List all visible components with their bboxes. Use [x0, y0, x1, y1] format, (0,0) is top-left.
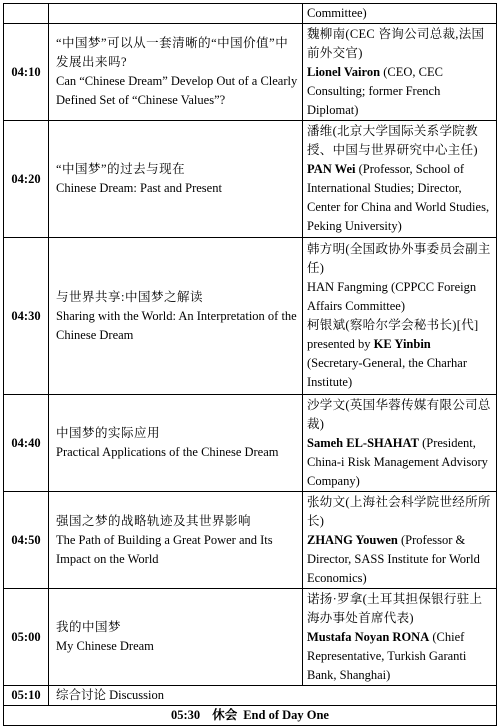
- discussion-cell: 综合讨论 Discussion: [49, 686, 497, 706]
- topic-cell: [49, 492, 303, 589]
- speaker-name: ZHANG Youwen: [307, 532, 398, 547]
- speaker-name: PAN Wei: [307, 162, 356, 176]
- table-row: [4, 492, 497, 589]
- time-cell: 05:10: [4, 686, 49, 706]
- table-row: [4, 24, 497, 121]
- end-of-day-cell: [4, 706, 497, 726]
- time-cell: 04:50: [4, 492, 49, 589]
- topic-zh: “中国梦”可以从一套清晰的“中国价值”中发展出来吗?: [56, 36, 289, 69]
- proxy-desc: (Secretary-General, the Charhar Institute): [307, 356, 467, 389]
- speaker-desc: (CEO, CEC Consulting; former French Diplomat): [307, 64, 443, 117]
- speaker-cell: [303, 492, 497, 589]
- topic-cell: [49, 4, 303, 24]
- speaker-en: HAN Fangming (CPPCC Foreign Affairs Committee): [307, 280, 477, 313]
- topic-en: Chinese Dream: Past and Present: [56, 181, 222, 195]
- proxy-name: KE Yinbin: [373, 337, 431, 351]
- footer-en: End of Day One: [243, 708, 329, 722]
- speaker-zh: 韩方明(全国政协外事委员会副主任): [307, 242, 491, 275]
- topic-en: Sharing with the World: An Interpretation of the Chinese Dream: [56, 308, 297, 342]
- topic-en: My Chinese Dream: [56, 639, 154, 653]
- speaker-name: Sameh EL-SHAHAT: [307, 435, 419, 450]
- topic-zh: “中国梦”的过去与现在: [56, 162, 186, 176]
- topic-cell: [49, 395, 303, 492]
- footer-zh: 休会: [212, 708, 238, 722]
- footer-time: 05:30: [171, 708, 201, 722]
- topic-en: Practical Applications of the Chinese Dream: [56, 445, 279, 459]
- proxy-prefix: presented by: [307, 337, 374, 351]
- speaker-continuation: Committee): [307, 6, 367, 20]
- speaker-zh: 张幼文(上海社会科学院世经所所长): [307, 494, 491, 528]
- time-cell: 04:40: [4, 395, 49, 492]
- speaker-cell: [303, 238, 497, 395]
- speaker-desc: (Professor, School of International Studies; Director, Center for China and World Studies, Peking University): [307, 162, 490, 233]
- speaker-cell: [303, 121, 497, 238]
- speaker-name: Lionel Vairon: [307, 64, 381, 79]
- table-row: [4, 589, 497, 686]
- speaker-zh: 诺扬·罗拿(土耳其担保银行驻上海办事处首席代表): [307, 591, 483, 625]
- topic-cell: [49, 238, 303, 395]
- time-cell: 04:10: [4, 24, 49, 121]
- table-row: [4, 121, 497, 238]
- speaker-desc: (Chief Representative, Turkish Garanti Bank, Shanghai): [307, 629, 467, 682]
- topic-zh: 强国之梦的战略轨迹及其世界影响: [56, 513, 252, 528]
- topic-cell: [49, 589, 303, 686]
- speaker-desc: (Professor & Director, SASS Institute for World Economics): [307, 532, 480, 585]
- table-row: [4, 4, 497, 24]
- table-row: [4, 686, 497, 706]
- speaker-zh: 潘维(北京大学国际关系学院教授、中国与世界研究中心主任): [307, 124, 478, 157]
- topic-cell: [49, 24, 303, 121]
- topic-en: Can “Chinese Dream” Develop Out of a Clearly Defined Set of “Chinese Values”?: [56, 74, 298, 107]
- time-cell: 05:00: [4, 589, 49, 686]
- time-cell: 04:20: [4, 121, 49, 238]
- topic-zh: 与世界共享:中国梦之解读: [56, 289, 203, 304]
- speaker-zh: 魏柳南(CEC 咨询公司总裁,法国前外交官): [307, 26, 485, 60]
- schedule-table: [3, 3, 497, 726]
- table-row: [4, 706, 497, 726]
- speaker-desc: (President, China-i Risk Management Advisory Company): [307, 435, 488, 488]
- speaker-cell: [303, 589, 497, 686]
- speaker-name: Mustafa Noyan RONA: [307, 629, 430, 644]
- topic-zh: 中国梦的实际应用: [56, 426, 161, 440]
- table-row: [4, 395, 497, 492]
- topic-cell: [49, 121, 303, 238]
- time-cell: 04:30: [4, 238, 49, 395]
- proxy-zh: 柯银斌(察哈尔学会秘书长)[代]: [307, 318, 479, 332]
- speaker-cell: [303, 24, 497, 121]
- speaker-zh: 沙学文(英国华蓉传媒有限公司总裁): [307, 397, 491, 431]
- time-cell: [4, 4, 49, 24]
- speaker-cell: [303, 4, 497, 24]
- topic-en: The Path of Building a Great Power and Its Impact on the World: [56, 532, 273, 566]
- topic-zh: 我的中国梦: [56, 620, 122, 634]
- table-row: [4, 238, 497, 395]
- speaker-cell: [303, 395, 497, 492]
